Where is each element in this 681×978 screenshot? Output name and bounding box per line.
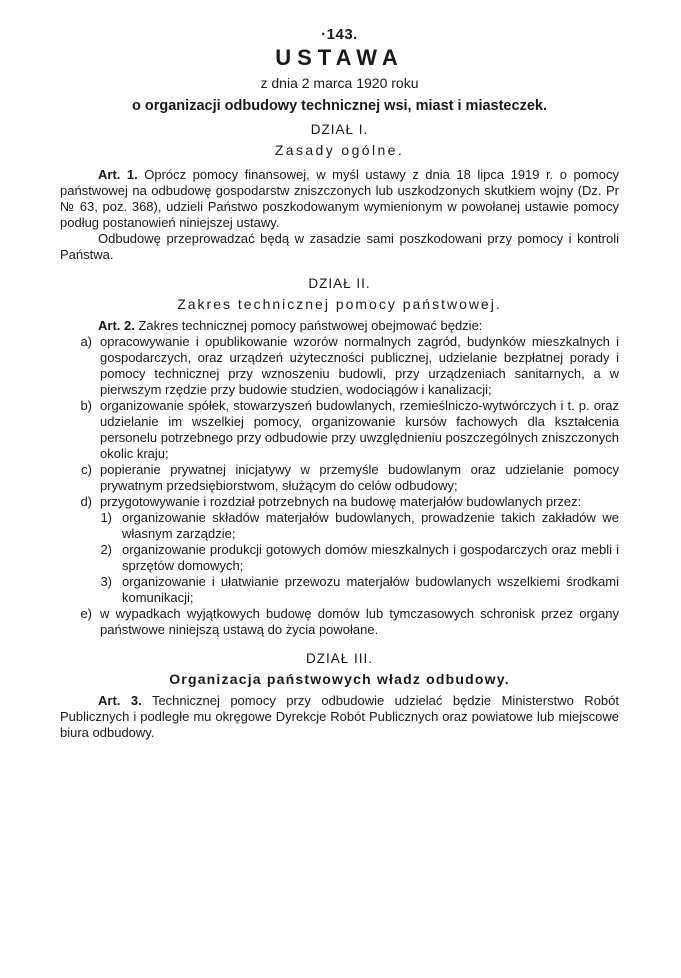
list-marker: e) [80,606,92,621]
sub-list-item [60,574,619,606]
sub-list-item [60,510,619,542]
section-title-2: Zakres technicznej pomocy państwowej. [177,296,502,312]
art3-text: Technicznej pomocy przy odbudowie udzielać będzie Ministerstwo Robót Publicznych i podległe mu okręgowe Dyrekcje Robót Publicznych oraz powiatowe lub miejscowe biura odbudowy. [60,693,619,740]
section-heading-3: DZIAŁ III. [305,651,373,666]
page-number: ·143. [321,26,358,43]
art1-paragraph-1 [60,167,619,231]
art2-label: Art. 2. [98,318,135,333]
art3-paragraph [60,693,619,741]
list-marker: c) [81,462,92,477]
list-marker: b) [80,398,92,413]
list-item [60,334,619,398]
list-item [60,494,619,510]
list-item-text: opracowywanie i opublikowanie wzorów normalnych zagród, budynków mieszkalnych i gospodarczych, oraz urządzeń użyteczności publicznej, udzielanie bezpłatnej porady i pomocy technicznej przy wznoszeniu budowli, przy urządzeniach sanitarnych, a w pierwszym rzędzie przy budowie studzien, wodociągów i kanalizacji; [100,334,619,397]
art3-label: Art. 3. [98,693,142,708]
art2-list [60,334,619,638]
list-item-text: przygotowywanie i rozdział potrzebnych na budowę materjałów budowlanych przez: [100,494,582,509]
art2-intro [60,318,619,334]
section-heading-1: DZIAŁ I. [310,122,369,137]
list-item [60,462,619,494]
art1-paragraph-2: Odbudowę przeprowadzać będą w zasadzie sami poszkodowani przy pomocy i kontroli Państwa. [60,231,619,262]
list-item-text: popieranie prywatnej inicjatywy w przemyśle budowlanym oraz udzielanie pomocy prywatnym przedsiębiorstwom, służącym do celów odbudowy; [100,462,619,493]
list-item [60,398,619,462]
list-marker: d) [80,494,92,509]
sub-list-item-text: organizowanie składów materjałów budowlanych, prowadzenie takich zakładów we własnym zarządzie; [122,510,619,541]
art1-text-1: Oprócz pomocy finansowej, w myśl ustawy z dnia 18 lipca 1919 r. o pomocy państwowej na odbudowę gospodarstw zniszczonych lub uszkodzonych skutkiem wojny (Dz. Pr № 63, poz. 368), udzieli Państwo poszkodowanym wymienionym w powołanej ustawie pomocy podług postanowień niniejszej ustawy. [60,167,619,230]
section-heading-2: DZIAŁ II. [308,276,371,291]
sub-list-item-text: organizowanie i ułatwianie przewozu materjałów budowlanych wszelkiemi środkami komunikacji; [122,574,619,605]
section-title-1: Zasady ogólne. [274,142,405,158]
sub-list-marker: 3) [100,574,112,589]
art1-label: Art. 1. [98,167,138,182]
date-line: z dnia 2 marca 1920 roku [260,75,419,91]
sub-list-marker: 1) [100,510,112,525]
list-marker: a) [80,334,92,349]
list-item [60,606,619,638]
list-item-text: organizowanie spółek, stowarzyszeń budowlanych, rzemieślniczo-wytwórczych i t. p. oraz udzielanie im wszelkiej pomocy, organizowanie kursów fachowych dla kształcenia personelu potrzebnego przy odbudowie przy uwzględnieniu poszczególnych zniszczonych okolic kraju; [100,398,619,461]
sub-list-marker: 2) [100,542,112,557]
list-item-text: w wypadkach wyjątkowych budowę domów lub tymczasowych schronisk przez organy państwowe niniejszą ustawą do życia powołane. [100,606,619,637]
section-title-3: Organizacja państwowych władz odbudowy. [169,671,510,687]
document-title: USTAWA [275,45,404,70]
art2-intro-text: Zakres technicznej pomocy państwowej obejmować będzie: [138,318,483,333]
sub-list-item [60,542,619,574]
document-subject: o organizacji odbudowy technicznej wsi, miast i miasteczek. [132,98,547,114]
sub-list-item-text: organizowanie produkcji gotowych domów mieszkalnych i gospodarczych oraz mebli i sprzętów domowych; [122,542,619,573]
